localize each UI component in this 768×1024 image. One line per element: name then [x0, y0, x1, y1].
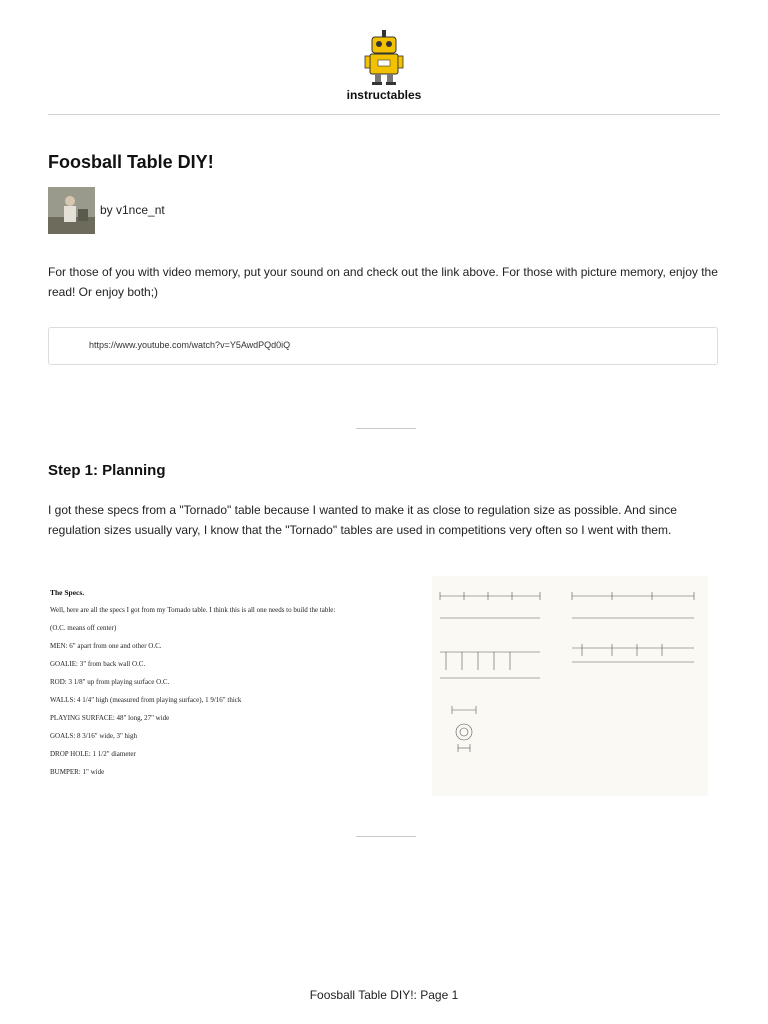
specs-line: GOALIE: 3" from back wall O.C. [50, 660, 146, 668]
specs-line: Well, here are all the specs I got from my Tornado table. I think this is all one needs to build the table: [50, 606, 336, 614]
specs-line: BUMPER: 1" wide [50, 768, 105, 776]
rod-spacing-drawing[interactable] [432, 576, 708, 796]
specs-line: ROD: 3 1/8" up from playing surface O.C. [50, 678, 170, 686]
specs-heading: The Specs. [50, 588, 85, 597]
intro-paragraph: For those of you with video memory, put your sound on and check out the link above. For those with picture memory, enjoy the read! Or enjoy both;) [48, 265, 718, 299]
specs-line: DROP HOLE: 1 1/2" diameter [50, 750, 136, 758]
author-byline[interactable]: by v1nce_nt [100, 203, 165, 217]
specs-image[interactable] [48, 580, 418, 800]
author-avatar[interactable] [48, 187, 95, 234]
specs-line: GOALS: 8 3/16" wide, 3" high [50, 732, 137, 740]
video-embed-box[interactable] [48, 327, 718, 365]
page-footer: Foosball Table DIY!: Page 1 [309, 988, 459, 1002]
video-link[interactable]: https://www.youtube.com/watch?v=Y5AwdPQd0iQ [89, 340, 291, 350]
specs-line: PLAYING SURFACE: 48" long, 27" wide [50, 714, 170, 722]
step-heading: Step 1: Planning [48, 462, 166, 479]
brand-name[interactable]: instructables [346, 88, 422, 102]
instructables-robot-logo[interactable] [360, 30, 408, 86]
section-divider [356, 428, 416, 429]
specs-line: WALLS: 4 1/4" high (measured from playing surface), 1 9/16" thick [50, 696, 242, 704]
specs-line: MEN: 6" apart from one and other O.C. [50, 642, 162, 650]
section-divider [356, 836, 416, 837]
header-divider [48, 114, 720, 115]
page-title: Foosball Table DIY! [48, 152, 214, 172]
step-body: I got these specs from a "Tornado" table because I wanted to make it as close to regulation size as possible. And since regulation sizes usually vary, I know that the "Tornado" tables are used in competitions very often so I went with them. [48, 503, 677, 537]
specs-line: (O.C. means off center) [50, 624, 117, 632]
